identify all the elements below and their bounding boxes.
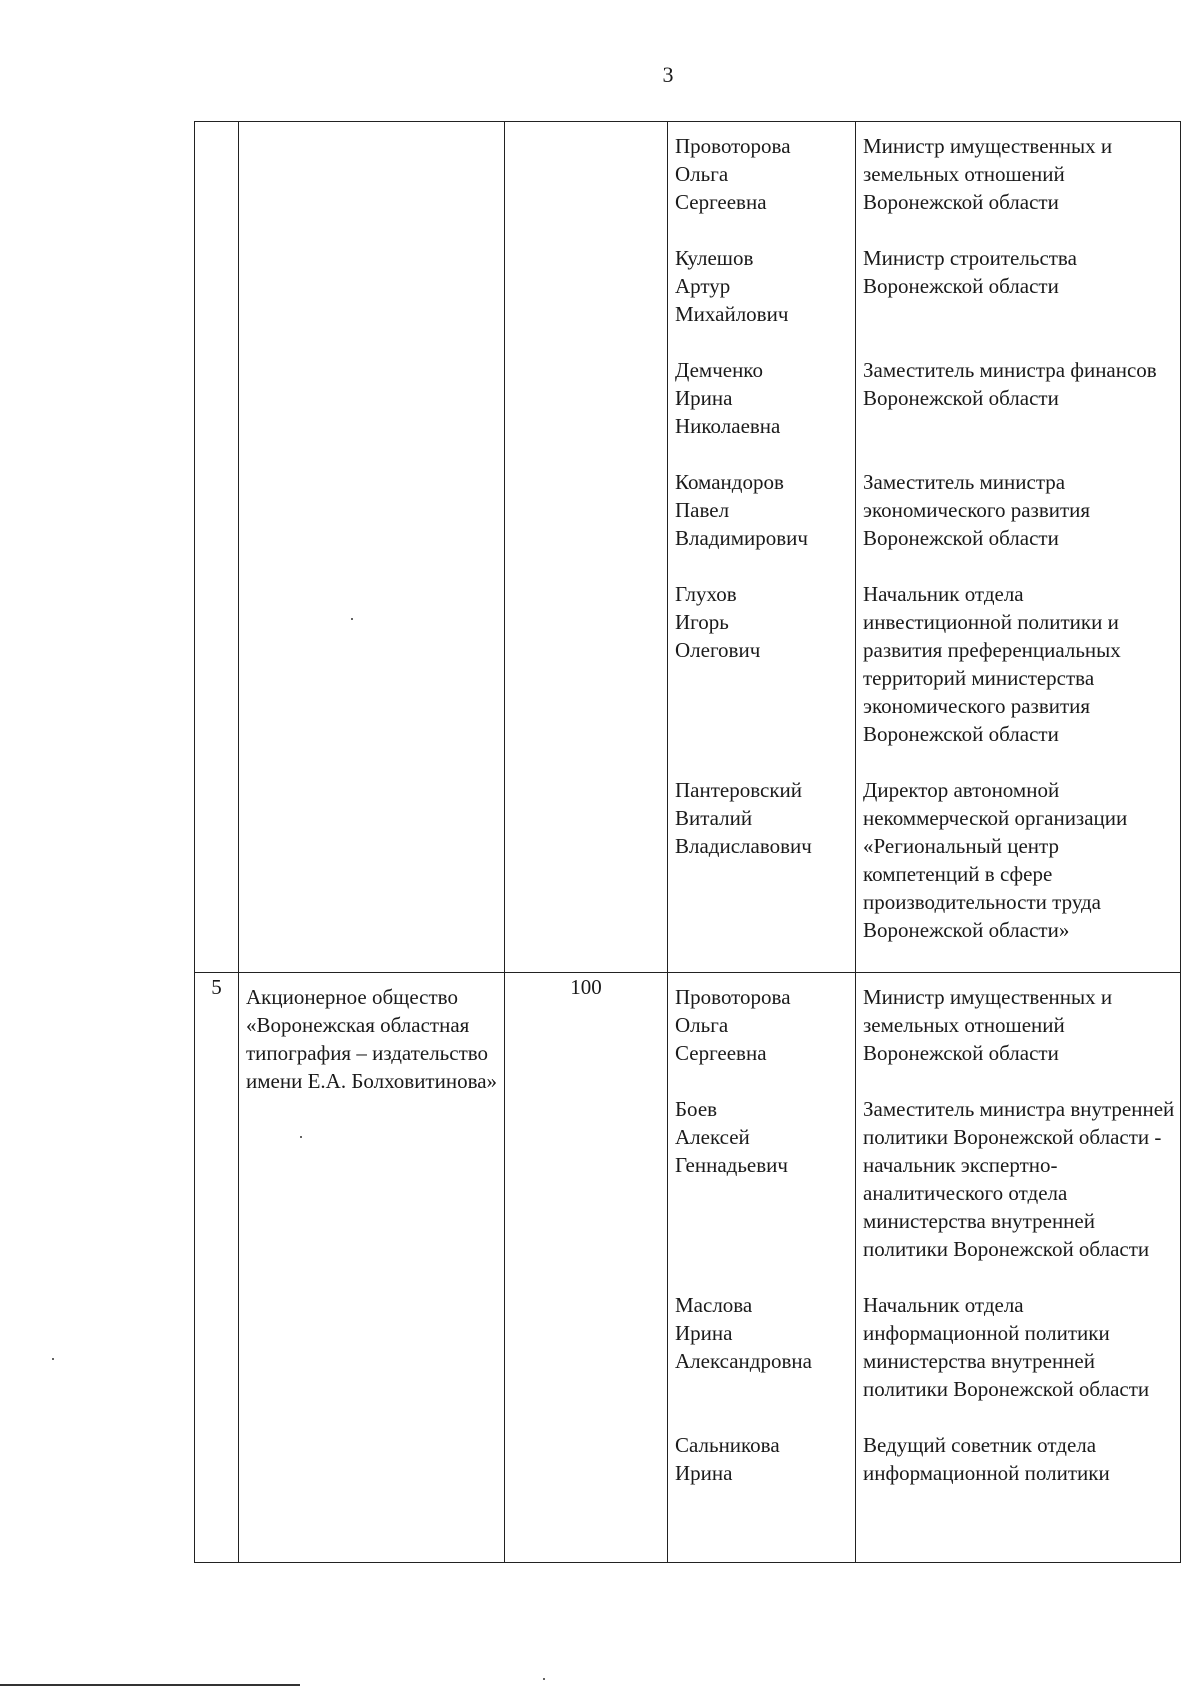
member-name: Провоторова Ольга Сергеевна — [675, 134, 791, 214]
share-cell: 100 — [505, 973, 668, 1563]
member-name: Командоров Павел Владимирович — [675, 470, 808, 550]
member-name: Сальникова Ирина — [675, 1433, 780, 1485]
page-number: 3 — [662, 62, 674, 87]
scan-speck — [543, 1678, 545, 1680]
member-name: Маслова Ирина Александровна — [675, 1293, 812, 1373]
member-position: Заместитель министра внутренней политики Воронежской области - начальник экспертно-аналитического отдела министерства внутренней политики Воронежской области — [863, 1097, 1175, 1261]
member-position: Министр имущественных и земельных отношений Воронежской области — [863, 134, 1113, 214]
table-row — [195, 973, 1181, 1563]
scan-speck — [52, 1358, 54, 1360]
member-position: Директор автономной некоммерческой организации «Региональный центр компетенций в сфере производительности труда Воронежской области» — [863, 778, 1128, 942]
organization-cell — [239, 122, 505, 973]
member-position: Заместитель министра финансов Воронежской области — [863, 358, 1157, 410]
member-position: Ведущий советник отдела информационной политики — [863, 1433, 1110, 1485]
scan-speck — [300, 1136, 302, 1138]
member-position: Начальник отдела информационной политики министерства внутренней политики Воронежской области — [863, 1293, 1150, 1401]
member-position: Начальник отдела инвестиционной политики и развития преференциальных территорий министерства экономического развития Воронежской области — [863, 582, 1121, 746]
member-position: Министр строительства Воронежской области — [863, 246, 1077, 298]
member-name: Кулешов Артур Михайлович — [675, 246, 789, 326]
member-name: Провоторова Ольга Сергеевна — [675, 985, 791, 1065]
member-position: Заместитель министра экономического развития Воронежской области — [863, 470, 1091, 550]
organization-name: Акционерное общество «Воронежская областная типография – издательство имени Е.А. Болховитинова» — [246, 985, 498, 1093]
organization-cell — [239, 973, 505, 1563]
member-positions-cell — [856, 122, 1181, 973]
table-row — [195, 122, 1181, 973]
member-name: Боев Алексей Геннадьевич — [675, 1097, 788, 1177]
share-cell — [505, 122, 668, 973]
member-names-cell — [668, 973, 856, 1563]
scan-speck — [351, 618, 353, 620]
organization-name — [239, 122, 504, 132]
footer-rule — [0, 1684, 300, 1686]
member-position: Министр имущественных и земельных отношений Воронежской области — [863, 985, 1113, 1065]
member-name: Демченко Ирина Николаевна — [675, 358, 781, 438]
members-table — [194, 121, 1181, 1563]
member-name: Глухов Игорь Олегович — [675, 582, 761, 662]
member-name: Пантеровский Виталий Владиславович — [675, 778, 812, 858]
member-positions-cell — [856, 973, 1181, 1563]
row-number — [195, 122, 239, 973]
row-number: 5 — [195, 973, 239, 1563]
member-names-cell — [668, 122, 856, 973]
